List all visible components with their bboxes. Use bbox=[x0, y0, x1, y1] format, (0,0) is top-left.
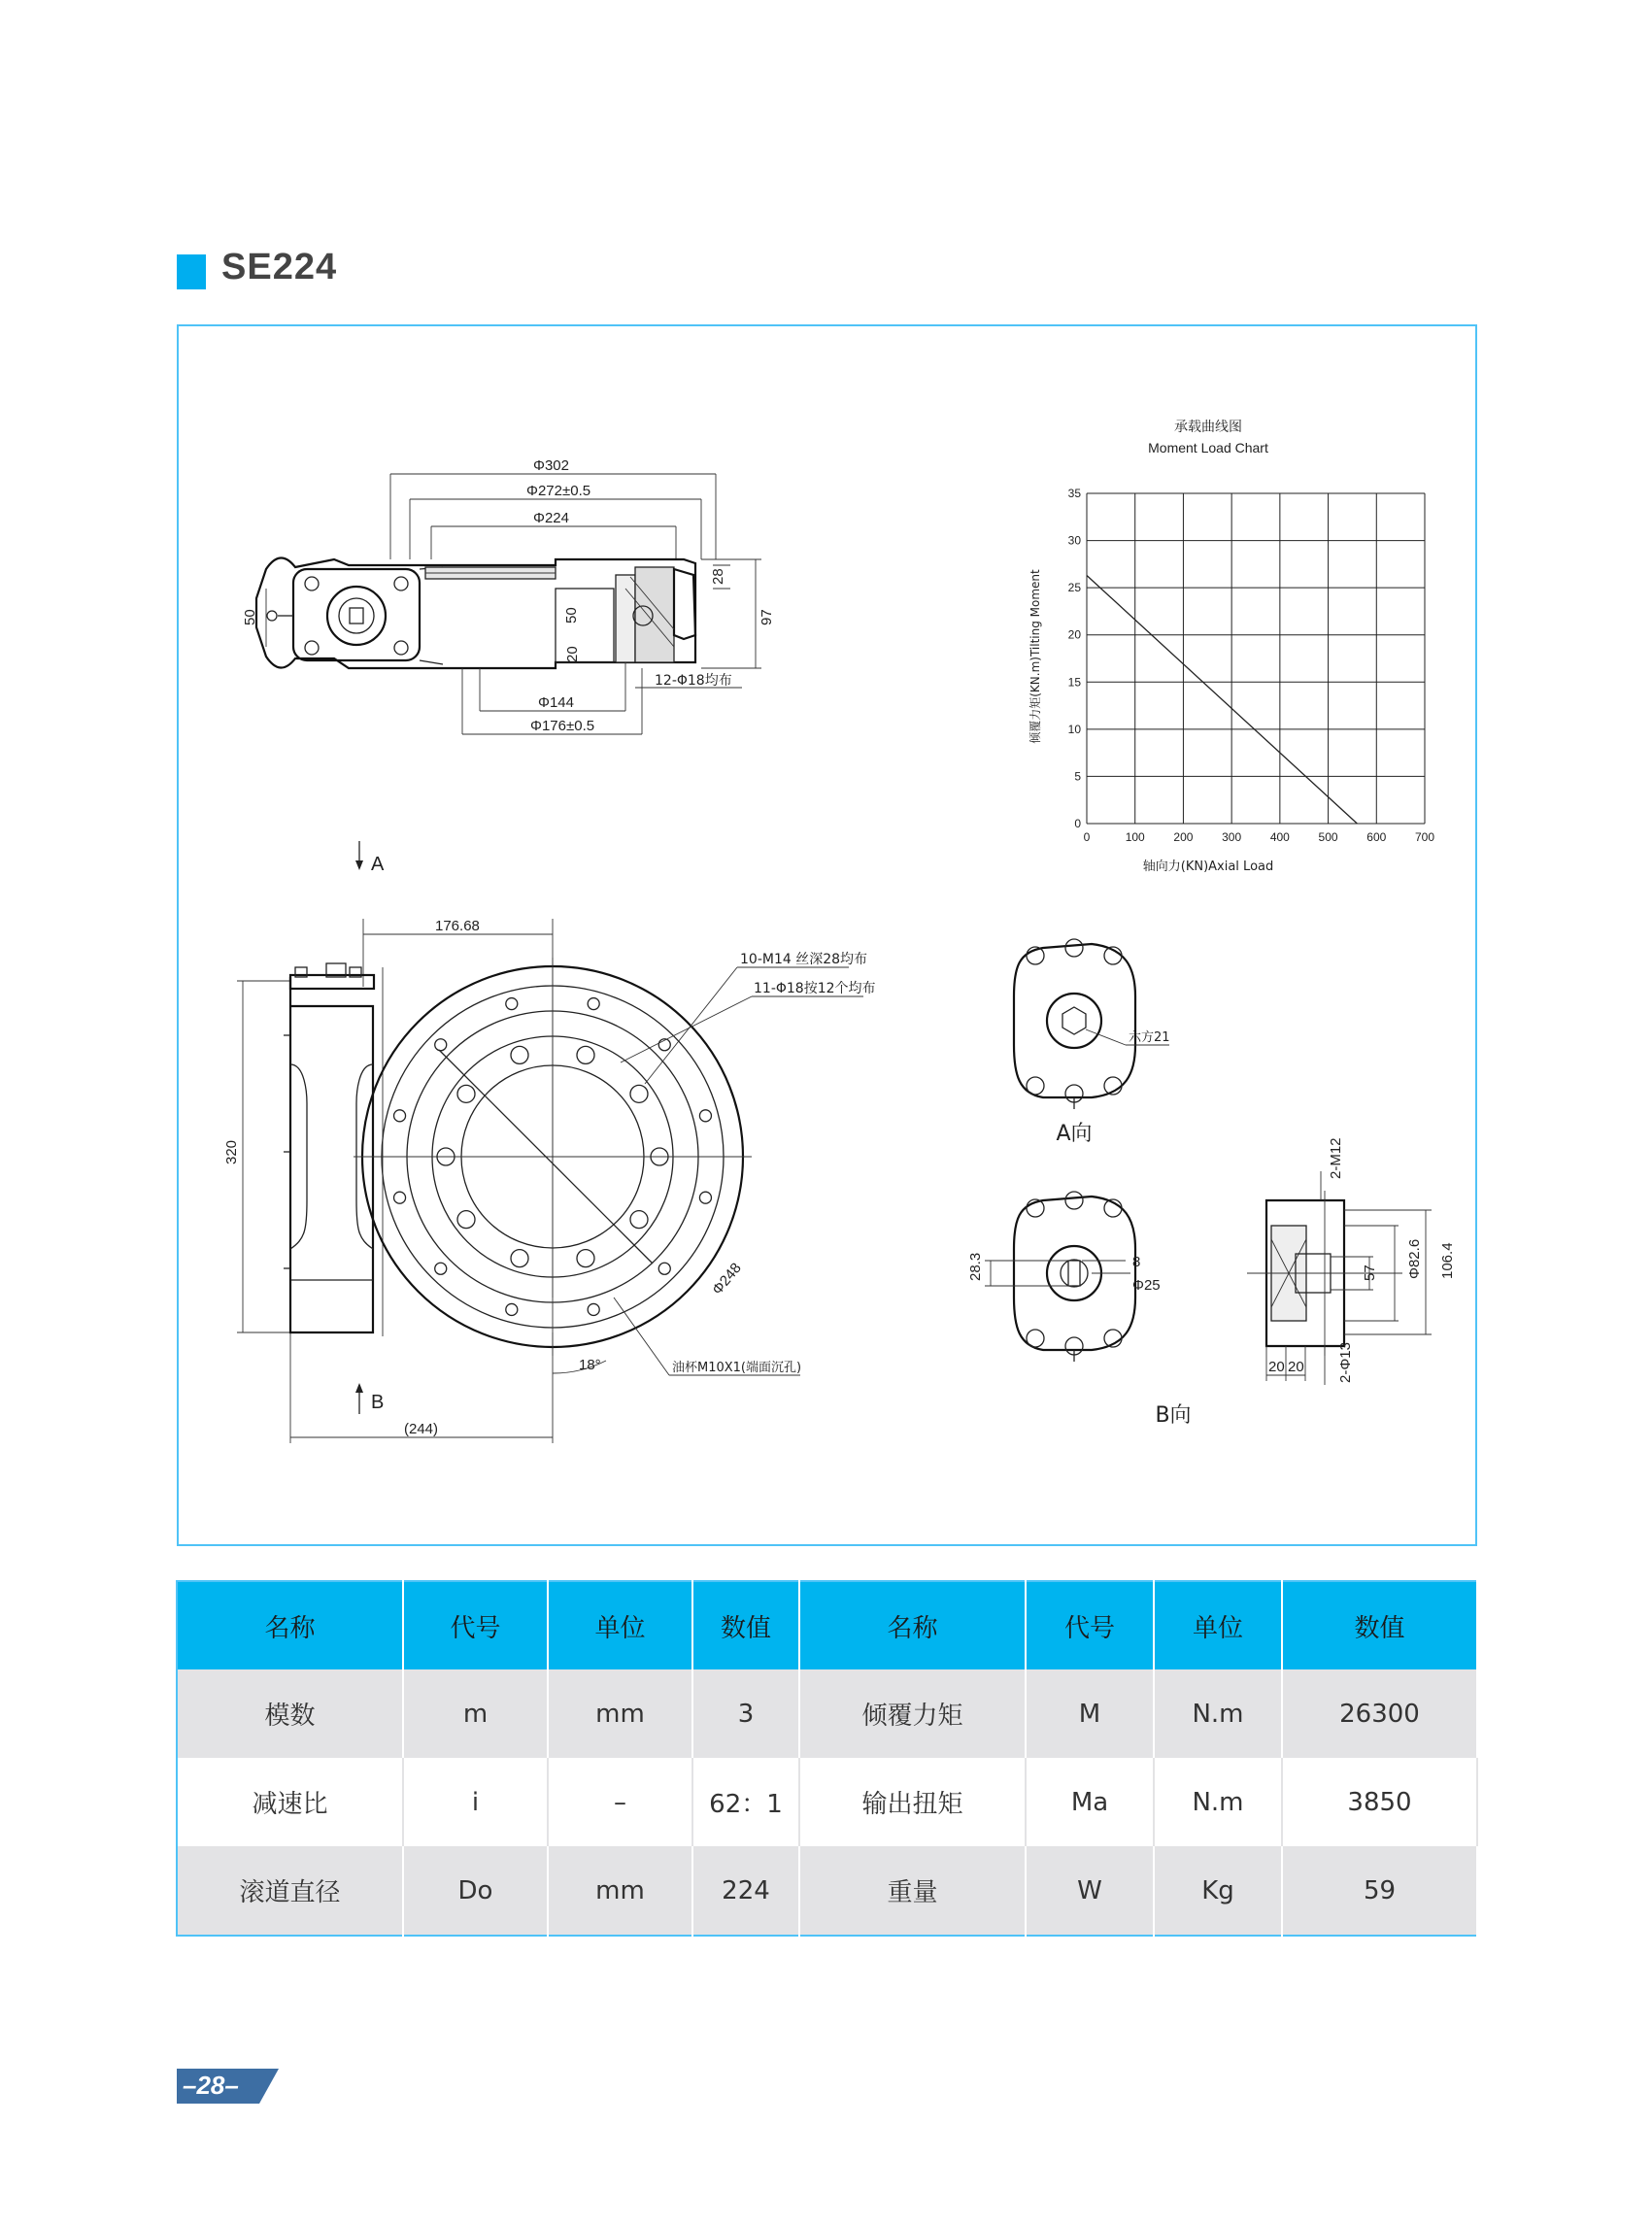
chart-x-tick-label: 600 bbox=[1366, 830, 1387, 844]
inner-bolt-hole bbox=[577, 1046, 594, 1063]
dim-d176: Φ176±0.5 bbox=[530, 718, 595, 734]
chart-ylabel: 倾覆力矩(KN.m)Tilting Moment bbox=[1028, 569, 1042, 744]
table-cell: – bbox=[548, 1758, 692, 1846]
view-a bbox=[1014, 939, 1170, 1146]
chart-xlabel: 轴向力(KN)Axial Load bbox=[1142, 860, 1274, 874]
outer-bolt-hole bbox=[588, 998, 599, 1010]
table-cell: 3850 bbox=[1282, 1758, 1477, 1846]
outer-bolt-hole bbox=[588, 1303, 599, 1315]
dim-h50b: 50 bbox=[563, 607, 580, 624]
table-row bbox=[177, 1669, 1477, 1758]
drawing-frame bbox=[177, 324, 1477, 1546]
chart-y-tick-label: 20 bbox=[1067, 627, 1081, 642]
table-cell: 62：1 bbox=[692, 1758, 799, 1846]
inner-bolt-hole bbox=[511, 1250, 528, 1267]
outer-bolt-hole bbox=[394, 1192, 406, 1203]
chart-x-tick-label: 700 bbox=[1414, 830, 1435, 844]
dim-20a: 20 bbox=[1268, 1359, 1285, 1375]
callout-oil-cup: 油杯M10X1(端面沉孔) bbox=[672, 1361, 802, 1375]
table-cell: 224 bbox=[692, 1846, 799, 1936]
outer-bolt-hole bbox=[658, 1263, 670, 1274]
chart-y-tick-label: 0 bbox=[1074, 817, 1081, 830]
table-cell: 3 bbox=[692, 1669, 799, 1758]
table-cell: Ma bbox=[1026, 1758, 1154, 1846]
table-header-cell: 单位 bbox=[1154, 1581, 1282, 1669]
outer-bolt-hole bbox=[435, 1263, 447, 1274]
chart-grid bbox=[1087, 493, 1425, 824]
inner-bolt-hole bbox=[457, 1211, 475, 1229]
dim-holes-top: 12-Φ18均布 bbox=[655, 673, 732, 689]
outer-bolt-hole bbox=[394, 1110, 406, 1122]
table-cell: 滚道直径 bbox=[177, 1846, 403, 1936]
table-cell: m bbox=[403, 1669, 548, 1758]
dim-20b: 20 bbox=[1288, 1359, 1304, 1375]
dim-283: 28.3 bbox=[967, 1252, 984, 1281]
chart-x-tick-label: 200 bbox=[1173, 830, 1194, 844]
dim-8: 8 bbox=[1132, 1254, 1141, 1270]
table-row bbox=[177, 1758, 1477, 1846]
table-header-cell: 单位 bbox=[548, 1581, 692, 1669]
chart-title: 承载曲线图 bbox=[1174, 420, 1242, 435]
page-title: SE224 bbox=[221, 247, 338, 287]
table-row bbox=[177, 1846, 1477, 1936]
view-a-marker: A bbox=[371, 854, 385, 875]
table-header-cell: 代号 bbox=[403, 1581, 548, 1669]
table-cell: 模数 bbox=[177, 1669, 403, 1758]
view-a-label: A向 bbox=[1056, 1122, 1093, 1146]
dim-h20: 20 bbox=[564, 646, 581, 662]
top-section-view bbox=[242, 457, 775, 734]
chart-x-tick-label: 0 bbox=[1083, 830, 1091, 844]
load-chart bbox=[1028, 419, 1434, 874]
chart-y-tick-label: 30 bbox=[1067, 533, 1081, 548]
dim-57: 57 bbox=[1362, 1264, 1378, 1281]
table-cell: 输出扭矩 bbox=[799, 1758, 1026, 1846]
inner-bolt-hole bbox=[630, 1211, 648, 1229]
dim-w244: (244) bbox=[404, 1421, 439, 1437]
dim-m12: 2-M12 bbox=[1328, 1137, 1344, 1179]
outer-bolt-hole bbox=[506, 998, 518, 1010]
inner-bolt-hole bbox=[577, 1250, 594, 1267]
dim-d302: Φ302 bbox=[533, 457, 569, 474]
chart-y-tick-label: 5 bbox=[1074, 769, 1081, 784]
chart-y-tick-label: 25 bbox=[1067, 581, 1081, 595]
table-header-cell: 名称 bbox=[799, 1581, 1026, 1669]
chart-x-ticks bbox=[1084, 830, 1435, 844]
dim-h320: 320 bbox=[223, 1139, 240, 1164]
callout-thread: 10-M14 丝深28均布 bbox=[740, 952, 868, 967]
table-header-cell: 名称 bbox=[177, 1581, 403, 1669]
title-accent-bar bbox=[177, 254, 206, 289]
table-cell: 重量 bbox=[799, 1846, 1026, 1936]
chart-x-tick-label: 500 bbox=[1318, 830, 1338, 844]
page-number: –28– bbox=[183, 2071, 239, 2100]
dim-17668: 176.68 bbox=[435, 918, 480, 934]
view-b bbox=[967, 1192, 1192, 1428]
outer-bolt-hole bbox=[506, 1303, 518, 1315]
table-header-cell: 代号 bbox=[1026, 1581, 1154, 1669]
table-cell: Do bbox=[403, 1846, 548, 1936]
view-b-label: B向 bbox=[1155, 1403, 1192, 1428]
chart-y-tick-label: 35 bbox=[1067, 487, 1081, 500]
dim-d144: Φ144 bbox=[538, 694, 574, 711]
table-cell: 倾覆力矩 bbox=[799, 1669, 1026, 1758]
table-cell: Kg bbox=[1154, 1846, 1282, 1936]
view-b-marker: B bbox=[371, 1392, 385, 1413]
chart-x-tick-label: 300 bbox=[1222, 830, 1242, 844]
chart-y-ticks bbox=[1068, 487, 1082, 830]
section-view bbox=[1247, 1137, 1456, 1385]
table-header-row bbox=[177, 1581, 1477, 1669]
outer-bolt-hole bbox=[699, 1192, 711, 1203]
table-header-cell: 数值 bbox=[692, 1581, 799, 1669]
outer-bolt-hole bbox=[435, 1039, 447, 1051]
table-header-cell: 数值 bbox=[1282, 1581, 1477, 1669]
dim-angle: 18° bbox=[579, 1357, 601, 1373]
table-cell: M bbox=[1026, 1669, 1154, 1758]
table-cell: mm bbox=[548, 1846, 692, 1936]
table-cell: N.m bbox=[1154, 1758, 1282, 1846]
callout-holes: 11-Φ18按12个均布 bbox=[754, 981, 876, 996]
table-cell: 减速比 bbox=[177, 1758, 403, 1846]
table-cell: 26300 bbox=[1282, 1669, 1477, 1758]
inner-bolt-hole bbox=[457, 1085, 475, 1102]
dim-826: Φ82.6 bbox=[1406, 1238, 1423, 1279]
table-cell: i bbox=[403, 1758, 548, 1846]
spec-table bbox=[176, 1580, 1478, 1937]
dim-h97: 97 bbox=[759, 609, 775, 625]
table-cell: N.m bbox=[1154, 1669, 1282, 1758]
table-cell: W bbox=[1026, 1846, 1154, 1936]
front-view bbox=[223, 841, 876, 1443]
dim-d224: Φ224 bbox=[533, 510, 569, 526]
chart-y-tick-label: 15 bbox=[1067, 675, 1081, 690]
outer-bolt-hole bbox=[699, 1110, 711, 1122]
chart-x-tick-label: 400 bbox=[1269, 830, 1290, 844]
dim-d248: Φ248 bbox=[709, 1260, 745, 1298]
technical-drawing bbox=[179, 326, 1479, 1548]
dim-h28: 28 bbox=[710, 568, 726, 585]
chart-series-line bbox=[1087, 576, 1357, 824]
chart-subtitle: Moment Load Chart bbox=[1148, 440, 1268, 455]
dim-1064: 106.4 bbox=[1439, 1242, 1456, 1279]
chart-x-tick-label: 100 bbox=[1125, 830, 1145, 844]
dim-h50a: 50 bbox=[242, 609, 258, 625]
dim-d272: Φ272±0.5 bbox=[526, 483, 591, 499]
inner-bolt-hole bbox=[511, 1046, 528, 1063]
dim-d13: 2-Φ13 bbox=[1337, 1342, 1354, 1383]
inner-bolt-hole bbox=[630, 1085, 648, 1102]
dim-hex: 六方21 bbox=[1129, 1030, 1170, 1045]
page-number-badge bbox=[177, 2069, 279, 2104]
dim-d25: Φ25 bbox=[1132, 1277, 1161, 1294]
table-cell: mm bbox=[548, 1669, 692, 1758]
table-cell: 59 bbox=[1282, 1846, 1477, 1936]
chart-y-tick-label: 10 bbox=[1067, 722, 1081, 736]
